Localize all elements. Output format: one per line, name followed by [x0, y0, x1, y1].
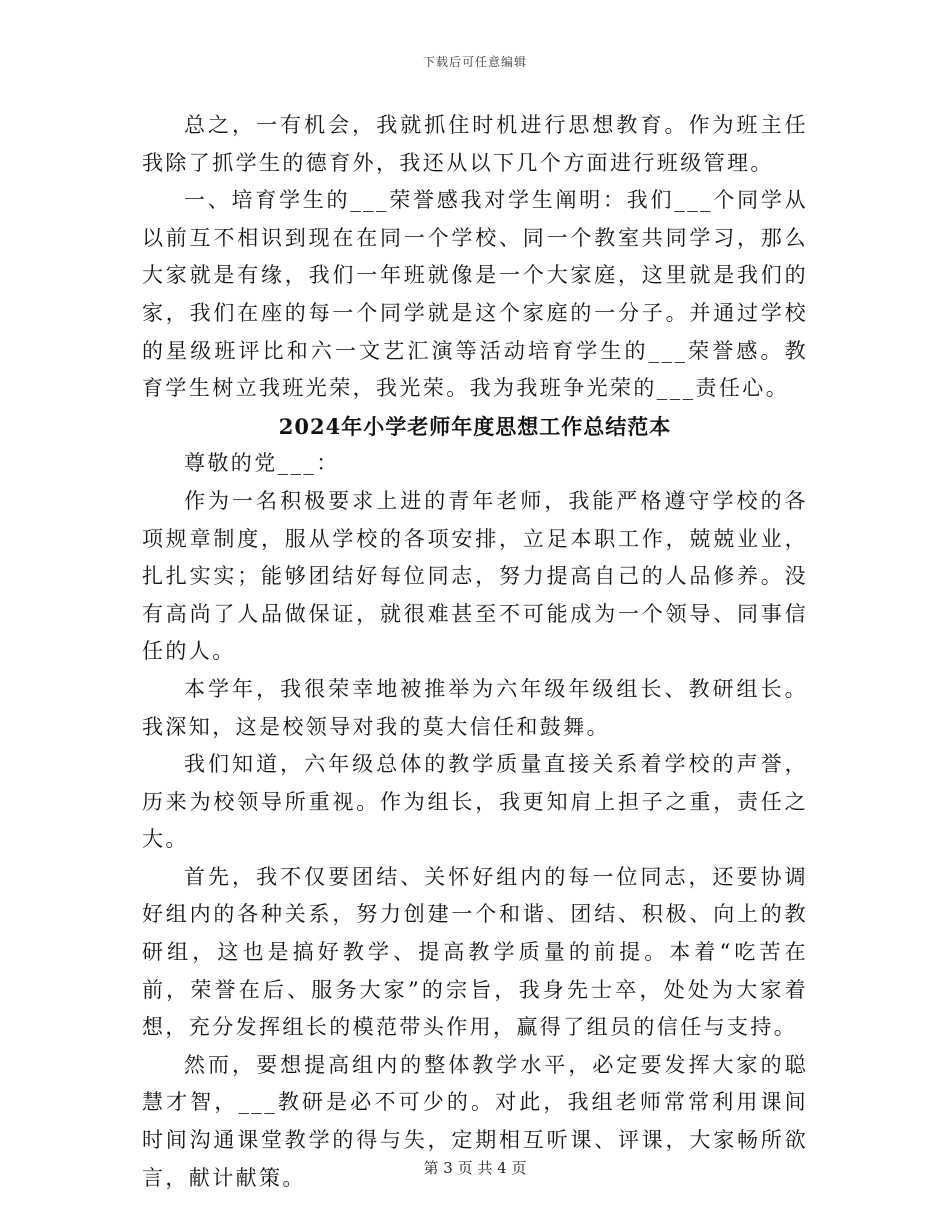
paragraph: 然而，要想提高组内的整体教学水平，必定要发挥大家的聪慧才智，___教研是必不可少的。对此，我组老师常常利用课间时间沟通课堂教学的得与失，定期相互听课、评课，大家畅所欲言，献计献策。 [142, 1052, 808, 1190]
page-number: 第 3 页 共 4 页 [423, 1159, 527, 1177]
paragraph: 作为一名积极要求上进的青年老师，我能严格遵守学校的各项规章制度，服从学校的各项安排，立足本职工作，兢兢业业，扎扎实实；能够团结好每位同志，努力提高自己的人品修养。没有高尚了人品做保证，就很难甚至不可能成为一个领导、同事信任的人。 [142, 488, 808, 664]
salutation: 尊敬的党___： [184, 451, 340, 476]
paragraph: 我们知道，六年级总体的教学质量直接关系着学校的声誉，历来为校领导所重视。作为组长，我更知肩上担子之重，责任之大。 [142, 752, 808, 852]
paragraph: 总之，一有机会，我就抓住时机进行思想教育。作为班主任我除了抓学生的德育外，我还从以下几个方面进行班级管理。 [142, 113, 808, 175]
page-header-note: 下载后可任意编辑 [422, 55, 527, 69]
document-body [142, 107, 808, 1197]
paragraph: 本学年，我很荣幸地被推举为六年级年级组长、教研组长。我深知，这是校领导对我的莫大信任和鼓舞。 [142, 676, 808, 739]
section-title: 2024年小学老师年度思想工作总结范本 [278, 413, 672, 439]
paragraph: 首先，我不仅要团结、关怀好组内的每一位同志，还要协调好组内的各种关系，努力创建一个和谐、团结、积极、向上的教研组，这也是搞好教学、提高教学质量的前提。本着“吃苦在前，荣誉在后、服务大家”的宗旨，我身先士卒，处处为大家着想，充分发挥组长的模范带头作用，赢得了组员的信任与支持。 [142, 864, 808, 1040]
paragraph: 一、培育学生的___荣誉感我对学生阐明：我们___个同学从以前互不相识到现在在同一个学校、同一个教室共同学习，那么大家就是有缘，我们一年班就像是一个大家庭，这里就是我们的家，我们在座的每一个同学就是这个家庭的一分子。并通过学校的星级班评比和六一文艺汇演等活动培育学生的___荣誉感。教育学生树立我班光荣，我光荣。我为我班争光荣的___责任心。 [142, 188, 808, 401]
